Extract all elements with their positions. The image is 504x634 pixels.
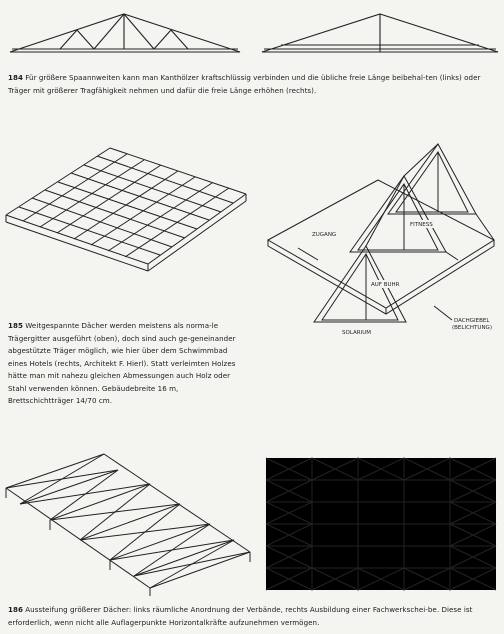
label-dachgiebel: DACHGIEBEL [454, 318, 490, 324]
truss-plane-drawing [264, 456, 500, 594]
caption-text: Weitgespannte Dächer werden meistens als norma-le Trägergitter ausgeführt (oben), doch sind auch ge-geneinander abgestützte Träger möglich, wie hier über dem Schwimmbad eines Hotels (rechts, Architekt F. Hierl). Statt verleimten Holzes hätte man mit nahezu gleichen Abmessungen auch Holz oder Stahl verwenden können. Gebäudebreite 16 m, Brettschichtträger 14/70 cm. [8, 321, 236, 405]
figure-number: 184 [8, 73, 23, 82]
caption-text: Für größere Spaannweiten kann man Kanthölzer kraftschlüssig verbinden und die übliche freie Länge beibehal-ten (links) oder Träger mit größerer Tragfähigkeit nehmen und dafür die freie Länge erhöhen (rechts). [8, 73, 481, 95]
figure-number: 186 [8, 605, 23, 614]
label-belichtung: (BELICHTUNG) [452, 325, 492, 331]
caption-185 [8, 320, 246, 408]
roof-grid-drawing [0, 140, 250, 290]
label-solarium: SOLARIUM [342, 330, 371, 336]
caption-184 [8, 72, 498, 97]
label-zugang: ZUGANG [312, 232, 337, 238]
truss-right-drawing [0, 0, 504, 70]
caption-186 [8, 604, 498, 629]
caption-text: Aussteifung größerer Dächer: links räumliche Anordnung der Verbände, rechts Ausbildung einer Fachwerkschei-be. Diese ist erforderlich, wenn nicht alle Auflagerpunkte Horizontalkräfte aufzunehmen vermögen. [8, 605, 473, 627]
label-aufbahr: AUF BUHR [371, 282, 400, 288]
pool-roof-drawing [258, 140, 504, 350]
label-fitness: FITNESS [410, 222, 433, 228]
spatial-bracing-drawing [0, 448, 256, 598]
figure-number: 185 [8, 321, 23, 330]
